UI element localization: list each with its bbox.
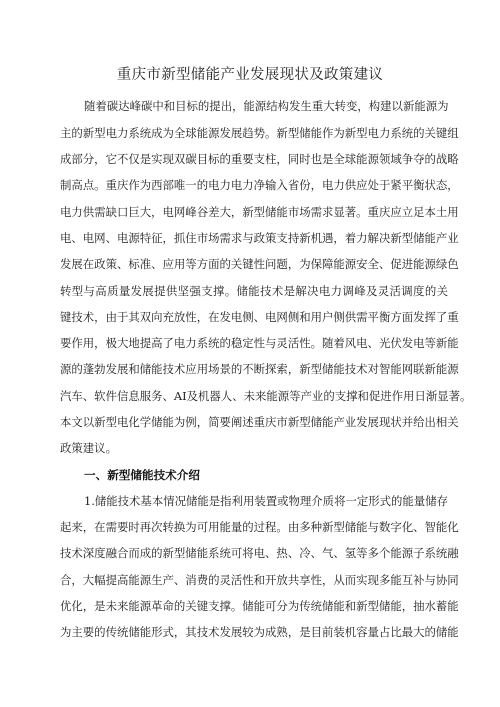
document-title: 重庆市新型储能产业发展现状及政策建议 [116, 67, 384, 83]
paragraph-line: 源的蓬勃发展和储能技术应用场景的不断探索，新型储能技术对智能网联新能源 [60, 362, 459, 376]
paragraph-line: 合，大幅提高能源生产、消费的灵活性和开放共享性，从而实现多能互补与协同 [60, 573, 459, 587]
paragraph-line: 转型与高质量发展提供坚强支撑。储能技术是解决电力调峰及灵活调度的关 [60, 284, 448, 298]
paragraph-line: 发展在政策、标准、应用等方面的关键性问题，为保障能源安全、促进能源绿色 [60, 257, 459, 271]
paragraph-line: 汽车、软件信息服务、AI及机器人、未来能源等产业的支撑和促进作用日渐显著。 [60, 389, 472, 403]
paragraph-line: 成部分，它不仅是实现双碳目标的重要支柱，同时也是全球能源领域争夺的战略 [60, 152, 459, 166]
paragraph-line: 制高点。重庆作为西部唯一的电力电力净输入省份，电力供应处于紧平衡状态， [60, 178, 459, 192]
paragraph-line: 优化，是未来能源革命的关键支撑。储能可分为传统储能和新型储能，抽水蓄能 [60, 599, 459, 613]
paragraph-line: 技术深度融合而成的新型储能系统可将电、热、冷、气、氢等多个能源子系统融 [60, 546, 459, 560]
paragraph-line: 电力供需缺口巨大，电网峰谷差大，新型储能市场需求显著。重庆应立足本土用 [60, 205, 459, 219]
paragraph-line: 本文以新型电化学储能为例，简要阐述重庆市新型储能产业发展现状并给出相关 [60, 415, 459, 429]
paragraph-line: 要作用，极大地提高了电力系统的稳定性与灵活性。随着风电、光伏发电等新能 [60, 336, 459, 350]
paragraph-line: 随着碳达峰碳中和目标的提出，能源结构发生重大转变，构建以新能源为 [84, 99, 449, 113]
paragraph-line: 1.储能技术基本情况储能是指利用装置或物理介质将一定形式的能量储存 [84, 494, 448, 508]
paragraph-line: 键技术，由于其双向充放性，在发电侧、电网侧和用户侧供需平衡方面发挥了重 [60, 310, 459, 324]
paragraph-line: 起来，在需要时再次转换为可用能量的过程。由多种新型储能与数字化、智能化 [60, 520, 459, 534]
section-heading: 一、新型储能技术介绍 [84, 468, 200, 482]
paragraph-line: 主的新型电力系统成为全球能源发展趋势。新型储能作为新型电力系统的关键组 [60, 126, 459, 140]
paragraph-line: 政策建议。 [60, 441, 117, 455]
paragraph-line: 电、电网、电源特征，抓住市场需求与政策支持新机遇，着力解决新型储能产业 [60, 231, 459, 245]
paragraph-line: 为主要的传统储能形式，其技术发展较为成熟，是目前装机容量占比最大的储能 [60, 625, 459, 639]
